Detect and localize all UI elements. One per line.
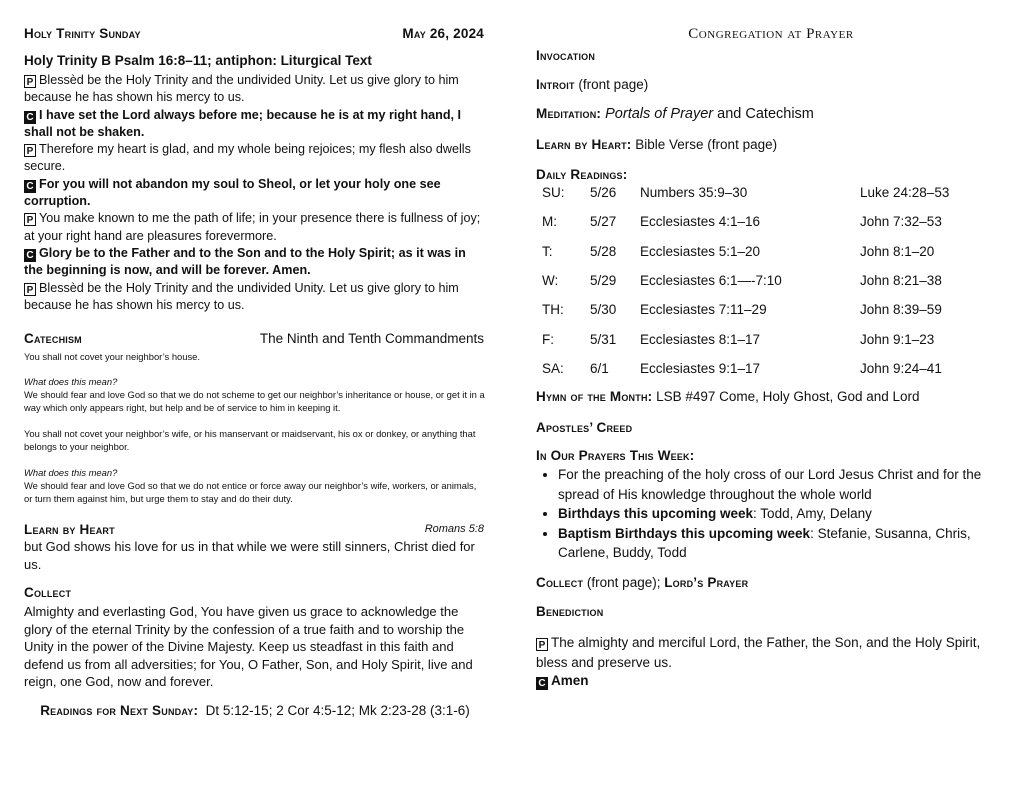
list-item: • Baptism Birthdays this upcoming week: Stefanie, Susanna, Chris, Carlene, Buddy, Todd (558, 524, 1008, 563)
creed-heading: Apostles’ Creed (536, 420, 633, 435)
reading-day: T: (542, 243, 553, 259)
lbh-value: Bible Verse (front page) (635, 137, 778, 152)
hymn-line (536, 389, 920, 404)
table-row (542, 237, 970, 266)
reading-date: 5/28 (590, 243, 617, 259)
congregation-mark-icon: C (536, 677, 548, 690)
reading-date: 5/29 (590, 273, 617, 289)
meditation-italic: Portals of Prayer (605, 106, 714, 122)
collect-prayer-line (536, 575, 748, 590)
meditation-rest: and Catechism (717, 106, 814, 122)
reading-nt: John 9:24–41 (860, 360, 942, 376)
introit-line (536, 77, 648, 92)
collect-label: Collect (536, 575, 584, 590)
tenth-commandment: You shall not covet your neighbor’s wife, or his manservant or maidservant, his ox or donkey, or anything that belongs to your neighbor. (24, 428, 476, 452)
learn-by-heart-heading (24, 522, 484, 537)
table-row (542, 354, 970, 383)
catechism-heading (24, 331, 484, 346)
psalm-line-6: C Glory be to the Father and to the Son and to the Holy Spirit; as it was in the beginning is now, and will be forever. Amen. (24, 245, 466, 278)
reading-ot: Ecclesiastes 4:1–16 (640, 214, 761, 230)
psalm-line-7: P Blessèd be the Holy Trinity and the undivided Unity. Let us give glory to him because he has shown his mercy to us. (24, 280, 459, 312)
lords-prayer-label: Lord’s Prayer (664, 575, 749, 590)
prayers-heading: In Our Prayers This Week: (536, 448, 695, 463)
hymn-label: Hymn of the Month: (536, 389, 653, 404)
header-date: May 26, 2024 (402, 26, 484, 41)
reading-date: 5/30 (590, 302, 617, 318)
daily-readings-heading: Daily Readings: (536, 167, 628, 182)
ninth-commandment: You shall not covet your neighbor’s house. (24, 351, 200, 362)
reading-nt: Luke 24:28–53 (860, 185, 950, 201)
meditation-label: Meditation: (536, 106, 602, 121)
prayers-list (536, 465, 1008, 563)
reading-nt: John 8:21–38 (860, 273, 942, 289)
reading-ot: Ecclesiastes 5:1–20 (640, 243, 761, 259)
introit-label: Introit (536, 77, 575, 92)
question-2: What does this mean? (24, 467, 118, 478)
psalm-line-2: C I have set the Lord always before me; because he is at my right hand, I shall not be shaken. (24, 107, 462, 139)
hymn-value: LSB #497 Come, Holy Ghost, God and Lord (656, 389, 920, 404)
pastor-mark-icon: P (24, 283, 36, 296)
reading-day: TH: (542, 302, 564, 318)
pastor-mark-icon: P (24, 144, 36, 157)
learn-by-heart-text: but God shows his love for us in that while we were still sinners, Christ died for us. (24, 539, 475, 572)
reading-date: 5/26 (590, 185, 617, 201)
answer-2: We should fear and love God so that we do not entice or force away our neighbor’s wife, workers, or animals, or turn them against him, but urge them to stay and do their duty. (24, 480, 477, 504)
psalm-title: Holy Trinity B Psalm 16:8–11; antiphon: Liturgical Text (24, 53, 372, 68)
reading-day: SA: (542, 360, 564, 376)
reading-ot: Ecclesiastes 9:1–17 (640, 360, 761, 376)
next-sunday-label: Readings for Next Sunday (40, 703, 194, 718)
section-title: Congregation at Prayer (688, 26, 854, 42)
collect-heading: Collect (24, 585, 72, 600)
introit-value: (front page) (578, 77, 649, 92)
pastor-mark-icon: P (24, 75, 36, 88)
reading-date: 6/1 (590, 360, 609, 376)
table-row (542, 324, 970, 353)
reading-ot: Ecclesiastes 7:11–29 (640, 302, 767, 318)
table-row (542, 266, 970, 295)
table-row (542, 207, 970, 236)
reading-ot: Numbers 35:9–30 (640, 185, 748, 201)
reading-nt: John 8:39–59 (860, 302, 942, 318)
question-1: What does this mean? (24, 376, 118, 387)
collect-value: (front page); (586, 575, 661, 590)
lbh-label: Learn by Heart: (536, 137, 632, 152)
collect-text: Almighty and everlasting God, You have given us grace to acknowledge the glory of the eternal Trinity by the confession of a true faith and to worship the Unity in the power of the Divine Majesty. Keep us steadfast in this faith and defend us from all adversities; for You, O Father, Son, and Holy Spirit, live and reign, one God, now and forever. (24, 604, 473, 690)
pastor-mark-icon: P (536, 638, 548, 651)
psalm-line-5: P You make known to me the path of life; in your presence there is fullness of joy; at your right hand are pleasures forevermore. (24, 211, 481, 243)
meditation-line (536, 106, 814, 122)
learn-by-heart-label: Learn by Heart (24, 522, 115, 537)
reading-nt: John 7:32–53 (860, 214, 942, 230)
psalm-line-4: C For you will not abandon my soul to Sheol, or let your holy one see corruption. (24, 176, 441, 209)
list-item: • For the preaching of the holy cross of our Lord Jesus Christ and for the spread of His knowledge throughout the whole world (558, 465, 1008, 504)
header-title: Holy Trinity Sunday (24, 26, 141, 41)
next-sunday-readings: Readings for Next Sunday: Dt 5:12-15; 2 Cor 4:5-12; Mk 2:23-28 (3:1-6) (40, 703, 470, 718)
amen-line (536, 671, 996, 691)
reading-nt: John 8:1–20 (860, 243, 935, 259)
table-row (542, 295, 970, 324)
list-item: • Birthdays this upcoming week: Todd, Amy, Delany (558, 504, 1008, 524)
invocation-heading: Invocation (536, 48, 596, 63)
psalm-text (24, 72, 486, 314)
reading-day: F: (542, 331, 554, 347)
reading-ot: Ecclesiastes 6:1—‑7:10 (640, 273, 782, 289)
reading-day: M: (542, 214, 557, 230)
reading-nt: John 9:1–23 (860, 331, 935, 347)
next-sunday-text: Dt 5:12-15; 2 Cor 4:5-12; Mk 2:23-28 (3:1-6) (205, 703, 470, 718)
reading-date: 5/27 (590, 214, 617, 230)
psalm-line-1: P Blessèd be the Holy Trinity and the undivided Unity. Let us give glory to him because he has shown his mercy to us. (24, 73, 459, 105)
daily-readings-table (542, 178, 970, 383)
catechism-label: Catechism (24, 331, 82, 346)
page-header (24, 26, 484, 41)
reading-date: 5/31 (590, 331, 617, 347)
catechism-topic: The Ninth and Tenth Commandments (259, 331, 484, 346)
amen-text: Amen (551, 673, 589, 688)
reading-ot: Ecclesiastes 8:1–17 (640, 331, 761, 347)
table-row (542, 178, 970, 207)
pastor-mark-icon: P (24, 213, 36, 226)
congregation-mark-icon: C (24, 180, 36, 193)
benediction-heading: Benediction (536, 604, 604, 619)
learn-by-heart-ref: Romans 5:8 (424, 523, 484, 535)
answer-1: We should fear and love God so that we do not scheme to get our neighbor’s inheritance or house, or get it in a way which only appears right, but help and be of service to him in keeping it. (24, 389, 485, 413)
reading-day: SU: (542, 185, 565, 201)
learn-by-heart-line (536, 137, 777, 152)
congregation-mark-icon: C (24, 111, 36, 124)
benediction-text: P The almighty and merciful Lord, the Father, the Son, and the Holy Spirit, bless and preserve us. (536, 635, 981, 670)
psalm-line-3: P Therefore my heart is glad, and my whole being rejoices; my flesh also dwells secure. (24, 142, 471, 174)
reading-day: W: (542, 273, 559, 289)
congregation-mark-icon: C (24, 249, 36, 262)
